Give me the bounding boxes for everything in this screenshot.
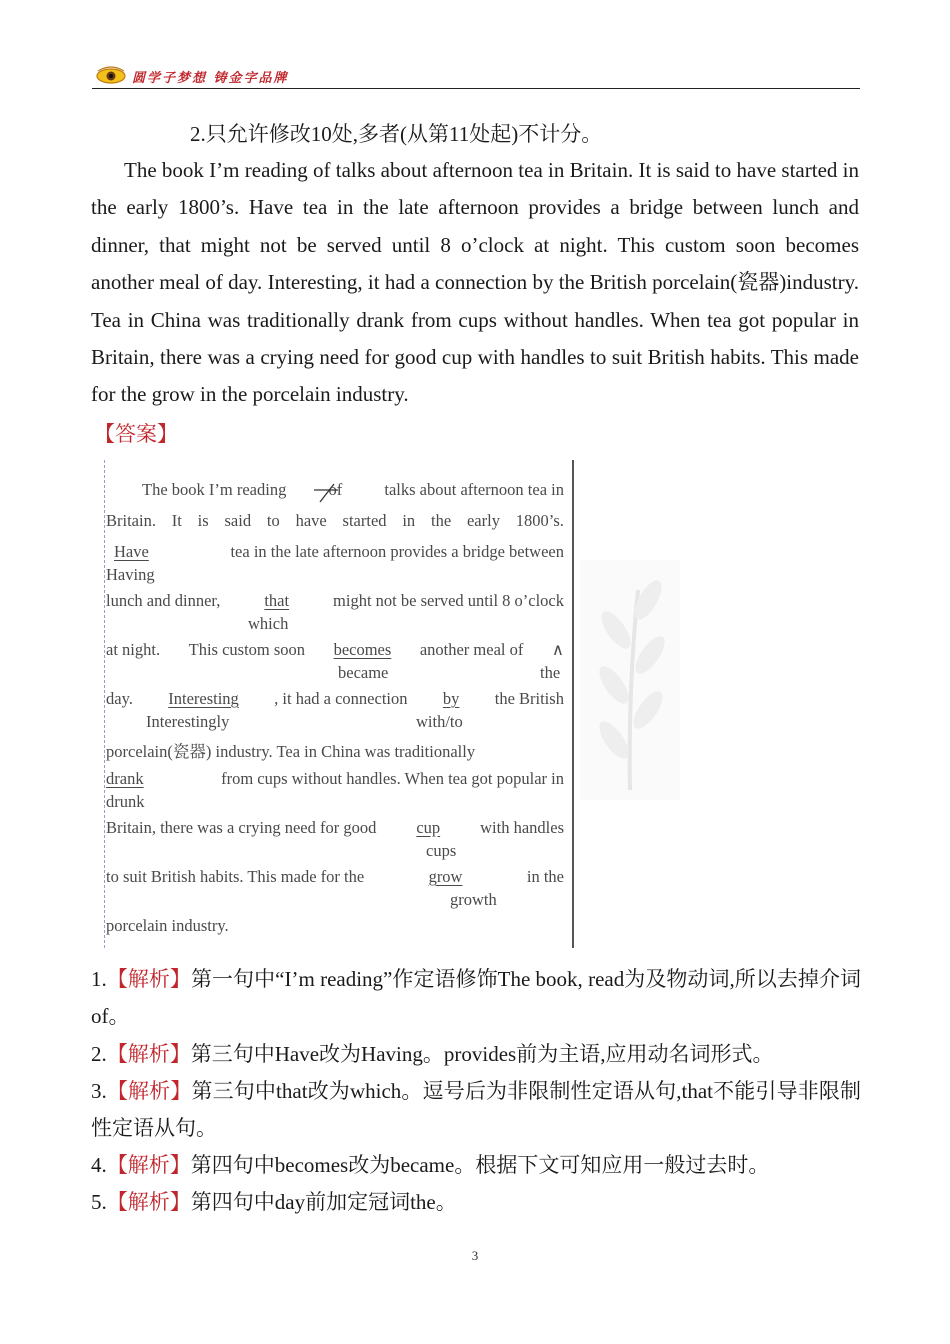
scan-line-1: The book I’m reading of talks about afternoon tea in — [142, 480, 564, 499]
rule-text: 2.只允许修改10处,多者(从第11处起)不计分。 — [190, 122, 603, 146]
scan-line-5: at night. This custom soon becomes another meal of ∧ — [106, 640, 564, 659]
correction-growth: growth — [450, 890, 497, 909]
scan-line-3: Have tea in the late afternoon provides a bridge between — [114, 542, 564, 561]
insert-mark: ∧ — [551, 640, 564, 659]
correction-interestingly: Interestingly — [146, 712, 230, 731]
answer-scan-image — [104, 460, 574, 948]
explanation-1: 1.【解析】第一句中“I’m reading”作定语修饰The book, read为及物动词,所以去掉介词of。 — [91, 967, 861, 1029]
explanation-3: 3.【解析】第三句中that改为which。逗号后为非限制性定语从句,that不能引导非限制性定语从句。 — [91, 1079, 861, 1141]
correction-drunk: drunk — [106, 792, 145, 811]
page-header — [92, 64, 860, 89]
explanation-tag: 【解析】 — [106, 1153, 191, 1177]
explanation-tag: 【解析】 — [106, 1042, 191, 1066]
passage-paragraph: The book I’m reading of talks about afternoon tea in Britain. It is said to have started in the early 1800’s. Have tea in the late afternoon provides a bridge between lunch and dinner, that might not be served until 8 o’clock at night. This custom soon becomes another meal of day. Interesting, it had a connection by the British porcelain(瓷器)industry. Tea in China was traditionally drank from cups without handles. When tea got popular in Britain, there was a crying need for good cup with handles to suit British habits. This made for the grow in the porcelain industry. — [91, 158, 859, 407]
header-slogan: 圆学子梦想 铸金字品牌 — [132, 71, 289, 86]
scan-line-2: Britain. It is said to have started in the early 1800’s. — [106, 511, 564, 530]
scan-line-11: porcelain industry. — [106, 916, 229, 935]
correction-the: the — [540, 663, 561, 682]
explanation-5: 5.【解析】第四句中day前加定冠词the。 — [91, 1190, 457, 1214]
scan-line-8: drank from cups without handles. When tea got popular in — [106, 769, 564, 788]
explanation-4: 4.【解析】第四句中becomes改为became。根据下文可知应用一般过去时。 — [91, 1153, 770, 1177]
explanation-tag: 【解析】 — [106, 1079, 192, 1103]
strike-mark-icon — [312, 482, 342, 504]
correction-having: Having — [106, 565, 155, 584]
scan-line-6: day. Interesting , it had a connection by the British — [106, 689, 564, 708]
eye-logo-icon — [95, 66, 127, 91]
correction-which: which — [248, 614, 289, 633]
answer-label: 【答案】 — [94, 422, 178, 446]
scan-left-border — [104, 460, 105, 948]
explanation-tag: 【解析】 — [106, 1190, 191, 1214]
scan-line-10: to suit British habits. This made for the grow in the — [106, 867, 564, 886]
scan-right-border — [572, 460, 574, 948]
watermark-leaf-icon — [580, 560, 680, 800]
deleted-word: of — [328, 480, 343, 499]
correction-became: became — [338, 663, 389, 682]
scan-line-7: porcelain(瓷器) industry. Tea in China was traditionally — [106, 742, 476, 761]
explanation-tag: 【解析】 — [106, 967, 191, 991]
scan-line-9: Britain, there was a crying need for good cup with handles — [106, 818, 564, 837]
page-number: 3 — [471, 1248, 479, 1263]
explanation-2: 2.【解析】第三句中Have改为Having。provides前为主语,应用动名词形式。 — [91, 1042, 774, 1066]
correction-cups: cups — [426, 841, 457, 860]
scan-line-4: lunch and dinner, that might not be served until 8 o’clock — [106, 591, 564, 610]
correction-with-to: with/to — [416, 712, 463, 731]
